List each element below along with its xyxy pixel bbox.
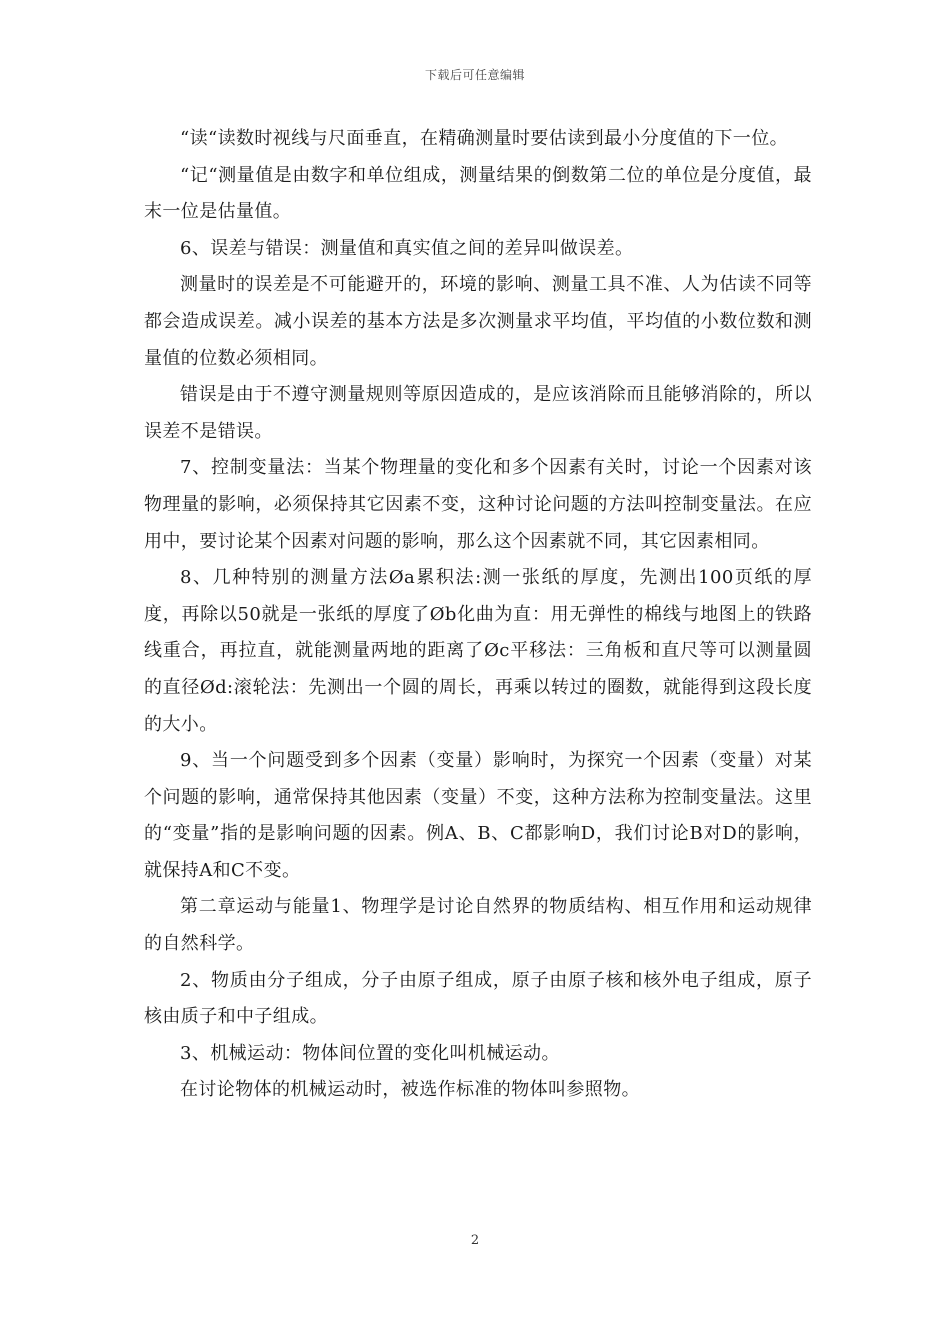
paragraph: “读“读数时视线与尺面垂直，在精确测量时要估读到最小分度值的下一位。 (180, 128, 789, 149)
page-number: 2 (470, 1233, 480, 1248)
paragraph: 2、物质由分子组成，分子由原子组成，原子由原子核和核外电子组成，原子核由质子和中子组成。 (144, 969, 812, 1028)
paragraph: 在讨论物体的机械运动时，被选作标准的物体叫参照物。 (180, 1079, 640, 1101)
paragraph: 9、当一个问题受到多个因素（变量）影响时，为探究一个因素（变量）对某个问题的影响，通常保持其他因素（变量）不变，这种方法称为控制变量法。这里的“变量”指的是影响问题的因素。例A、B、C都影响D，我们讨论B对D的影响，就保持A和C不变。 (144, 750, 812, 881)
paragraph: “记“测量值是由数字和单位组成，测量结果的倒数第二位的单位是分度值，最末一位是估量值。 (144, 164, 812, 223)
paragraph: 3、机械运动：物体间位置的变化叫机械运动。 (180, 1042, 560, 1064)
paragraph: 7、控制变量法：当某个物理量的变化和多个因素有关时，讨论一个因素对该物理量的影响，必须保持其它因素不变，这种讨论问题的方法叫控制变量法。在应用中，要讨论某个因素对问题的影响，那么这个因素就不同，其它因素相同。 (144, 457, 812, 552)
paragraph: 第二章运动与能量1、物理学是讨论自然界的物质结构、相互作用和运动规律的自然科学。 (144, 896, 812, 955)
page-header: 下载后可任意编辑 (424, 68, 525, 82)
document-body (144, 121, 812, 1109)
paragraph: 错误是由于不遵守测量规则等原因造成的，是应该消除而且能够消除的，所以误差不是错误。 (144, 384, 812, 442)
paragraph: 6、误差与错误：测量值和真实值之间的差异叫做误差。 (180, 237, 634, 259)
paragraph: 测量时的误差是不可能避开的，环境的影响、测量工具不准、人为估读不同等都会造成误差。减小误差的基本方法是多次测量求平均值，平均值的小数位数和测量值的位数必须相同。 (144, 274, 812, 369)
paragraph: 8、几种特别的测量方法Øa累积法:测一张纸的厚度，先测出100页纸的厚度，再除以50就是一张纸的厚度了Øb化曲为直：用无弹性的棉线与地图上的铁路线重合，再拉直，就能测量两地的距离了Øc平移法：三角板和直尺等可以测量圆的直径Ød:滚轮法：先测出一个圆的周长，再乘以转过的圈数，就能得到这段长度的大小。 (144, 567, 812, 735)
